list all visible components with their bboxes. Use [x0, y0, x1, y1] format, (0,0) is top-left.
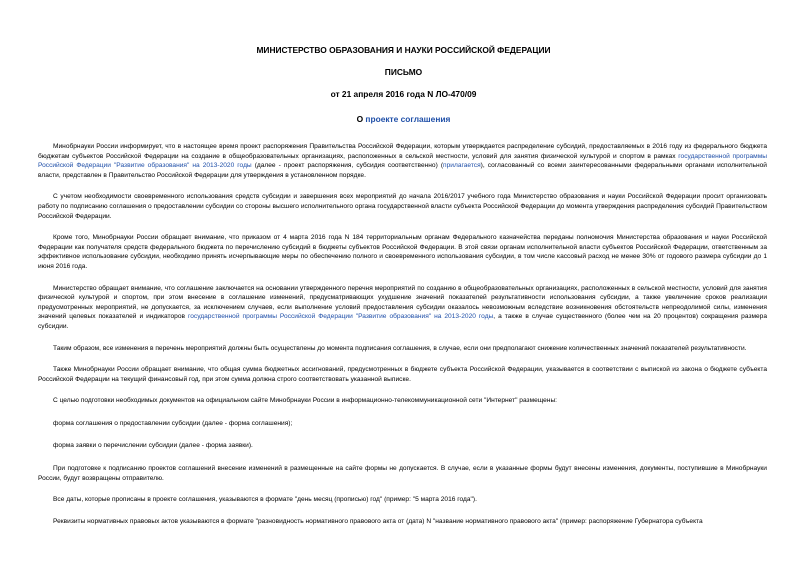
paragraph-5: Таким образом, все изменения в перечень мероприятий должны быть осуществлены до момента подписания соглашения, в случае, если они предполагают снижение количественных значений показателей результативности.: [53, 344, 747, 352]
state-program-link[interactable]: государственной программы Российской Федерации "Развитие образования" на 2013-2020 годы: [187, 313, 494, 321]
paragraph-text: (далее - проект распоряжения, субсидия соответственно) (: [251, 162, 444, 170]
paragraph-6: Также Минобрнауки России обращает внимание, что общая сумма бюджетных ассигнований, предусмотренных в бюджете субъекта Российской Федерации, указывается в соответствии с выпиской из закона о бюджете субъекта Российской Федерации на текущий финансовый год, при этом сумма должна строго соответствовать указанной выписке.: [38, 366, 767, 383]
paragraph-3: Кроме того, Минобрнауки России обращает внимание, что приказом от 4 марта 2016 года N 184 территориальным органам Федерального казначейства переданы полномочия Министерства образования и науки Российской Федерации как получателя средств федерального бюджета по перечислению субсидий в бюджеты субъектов Российской Федерации. В этой связи органам исполнительной власти субъектов Российской Федерации, ответственным за эффективное использование субсидии, необходимо принять исчерпывающие меры по обеспечению полного и своевременного использования субсидии, в том числе кассовый расход не менее 30% от годового размера субсидии до 1 июня 2016 года.: [38, 234, 767, 270]
subject-link[interactable]: проекте соглашения: [365, 114, 451, 124]
subject-prefix: О: [356, 114, 366, 124]
paragraph-10: При подготовке к подписанию проектов соглашений внесение изменений в размещенные на сайте формы не допускается. В случае, если в указанные формы будут внесены изменения, документы, поступившие в Минобрнауки России, будут возвращены отправителю.: [38, 465, 767, 482]
document-body: [38, 142, 767, 538]
paragraph-12: Реквизиты нормативных правовых актов указываются в формате "разновидность нормативного правового акта от (дата) N "название нормативного правового акта" (пример: распоряжение Губернатора субъекта: [53, 517, 703, 525]
paragraph-4: [38, 284, 767, 332]
paragraph-text: ), согласованный со всеми заинтересованными федеральными органами исполнительной власти, представлен в Правительство Российской Федерации для утверждения в установленном порядке.: [38, 162, 767, 179]
paragraph-text: Минобрнауки России информирует, что в настоящее время проект распоряжения Правительства Российской Федерации, которым утверждается распределение субсидий, предоставляемых в 2016 году из федерального бюджета бюджетам субъектов Российской Федерации на создание в общеобразовательных организациях, расположенных в сельской местности, условий для занятия физической культурой и спортом в рамках: [38, 143, 767, 160]
paragraph-8: форма соглашения о предоставлении субсидии (далее - форма соглашения);: [53, 419, 293, 427]
ministry-title: МИНИСТЕРСТВО ОБРАЗОВАНИЯ И НАУКИ РОССИЙСКОЙ ФЕДЕРАЦИИ: [256, 45, 551, 55]
attachment-link[interactable]: прилагается: [443, 162, 481, 170]
paragraph-2: С учетом необходимости своевременного использования средств субсидии и завершения всех мероприятий до начала 2016/2017 учебного года Министерство образования и науки Российской Федерации просит организовать работу по подписанию соглашения о предоставлении субсидии со стороны высшего исполнительного органа государственной власти субъекта Российской Федерации до момента утверждения распределения субсидий Правительством Российской Федерации.: [38, 193, 767, 220]
paragraph-text: Министерство обращает внимание, что соглашение заключается на основании утвержденного перечня мероприятий по созданию в общеобразовательных организациях, расположенных в сельской местности, условий для занятия физической культурой и спортом, при этом внесение в соглашение изменений, предусматривающих ухудшение значений показателей результативности использования субсидии, а также увеличение сроков реализации предусмотренных мероприятий, не допускается, за исключением случаев, если выполнение условий предоставления субсидии оказалось невозможным вследствие возникновения обстоятельств непреодолимой силы, изменения значений целевых показателей и индикаторов: [38, 284, 767, 321]
paragraph-text: , а также в случае существенного (более чем на 20 процентов) сокращения размера субсидии.: [38, 313, 768, 330]
paragraph-11: Все даты, которые прописаны в проекте соглашения, указываются в формате "день месяц (прописью) год" (пример: "5 марта 2016 года").: [53, 496, 477, 504]
paragraph-1: [38, 142, 767, 180]
state-program-link[interactable]: государственной программы Российской Федерации "Развитие образования" на 2013-2020 годы: [38, 152, 767, 170]
paragraph-7: С целью подготовки необходимых документов на официальном сайте Минобрнауки России в информационно-телекоммуникационной сети "Интернет" размещены:: [53, 397, 558, 405]
document-date-number: от 21 апреля 2016 года N ЛО-470/09: [330, 89, 477, 99]
paragraph-9: форма заявки о перечислении субсидии (далее - форма заявки).: [53, 442, 253, 450]
document-type: ПИСЬМО: [384, 67, 423, 77]
document-subject: [0, 114, 807, 125]
